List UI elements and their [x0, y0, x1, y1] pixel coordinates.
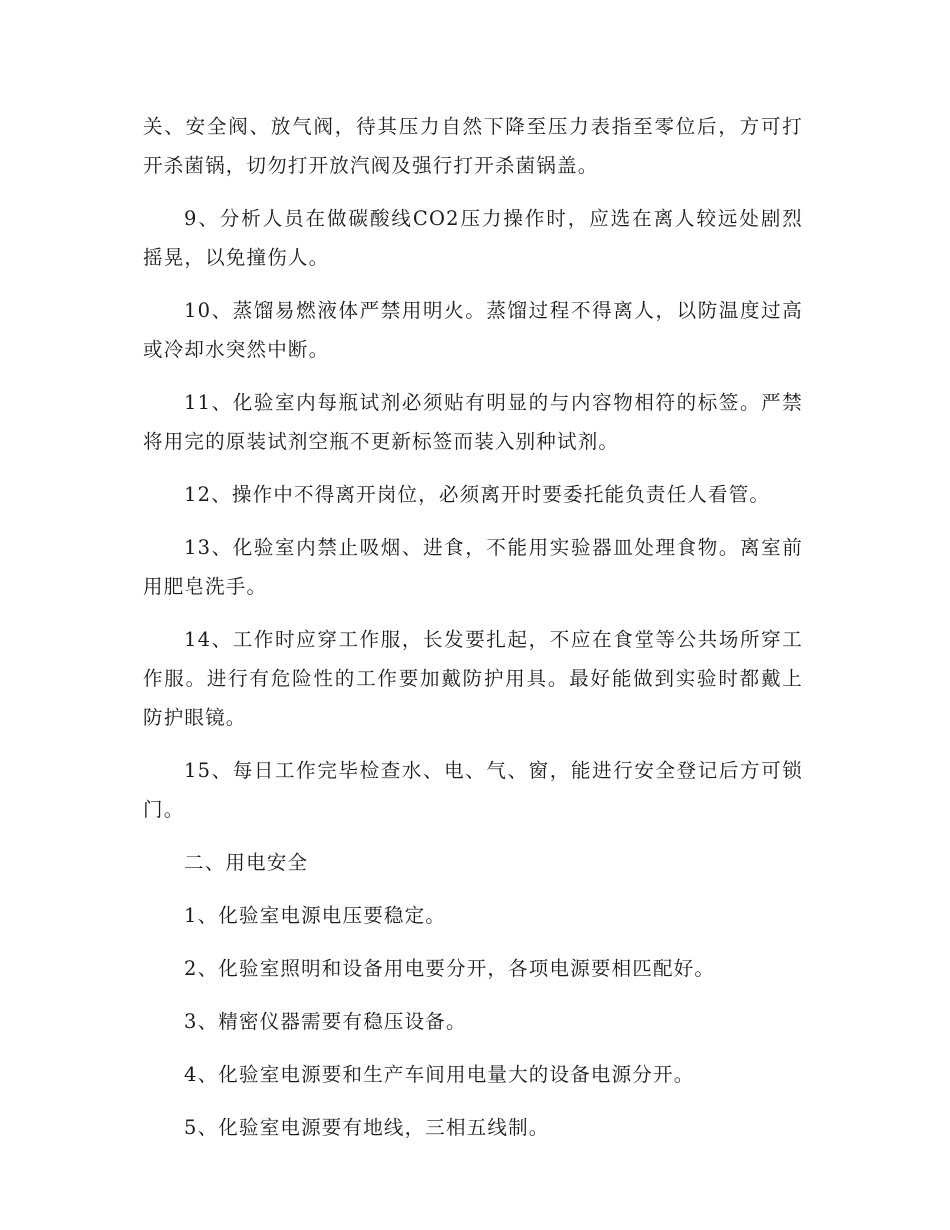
paragraph-item-14: 14、工作时应穿工作服，长发要扎起，不应在食堂等公共场所穿工作服。进行有危险性的工作要加戴防护用具。最好能做到实验时都戴上防护眼镜。	[143, 628, 803, 729]
paragraph-item-10: 10、蒸馏易燃液体严禁用明火。蒸馏过程不得离人，以防温度过高或冷却水突然中断。	[143, 299, 803, 361]
document-body	[143, 107, 803, 1147]
electrical-item-2: 2、化验室照明和设备用电要分开，各项电源要相匹配好。	[184, 957, 716, 980]
paragraph-item-11: 11、化验室内每瓶试剂必须贴有明显的与内容物相符的标签。严禁将用完的原装试剂空瓶不更新标签而装入别种试剂。	[143, 391, 803, 453]
paragraph-item-13: 13、化验室内禁止吸烟、进食，不能用实验器皿处理食物。离室前用肥皂洗手。	[143, 536, 803, 598]
electrical-item-1: 1、化验室电源电压要稳定。	[184, 904, 447, 927]
paragraph-item-9: 9、分析人员在做碳酸线CO2压力操作时，应选在离人较远处剧烈摇晃，以免撞伤人。	[143, 207, 803, 269]
paragraph-continuation: 关、安全阀、放气阀，待其压力自然下降至压力表指至零位后，方可打开杀菌锅，切勿打开放汽阀及强行打开杀菌锅盖。	[143, 115, 803, 177]
section-heading-electrical-safety: 二、用电安全	[184, 851, 309, 874]
electrical-item-3: 3、精密仪器需要有稳压设备。	[184, 1010, 467, 1033]
electrical-item-5: 5、化验室电源要有地线，三相五线制。	[184, 1116, 550, 1139]
paragraph-item-15: 15、每日工作完毕检查水、电、气、窗，能进行安全登记后方可锁门。	[143, 759, 803, 821]
electrical-item-4: 4、化验室电源要和生产车间用电量大的设备电源分开。	[184, 1063, 695, 1086]
paragraph-item-12: 12、操作中不得离开岗位，必须离开时要委托能负责任人看管。	[184, 483, 771, 506]
